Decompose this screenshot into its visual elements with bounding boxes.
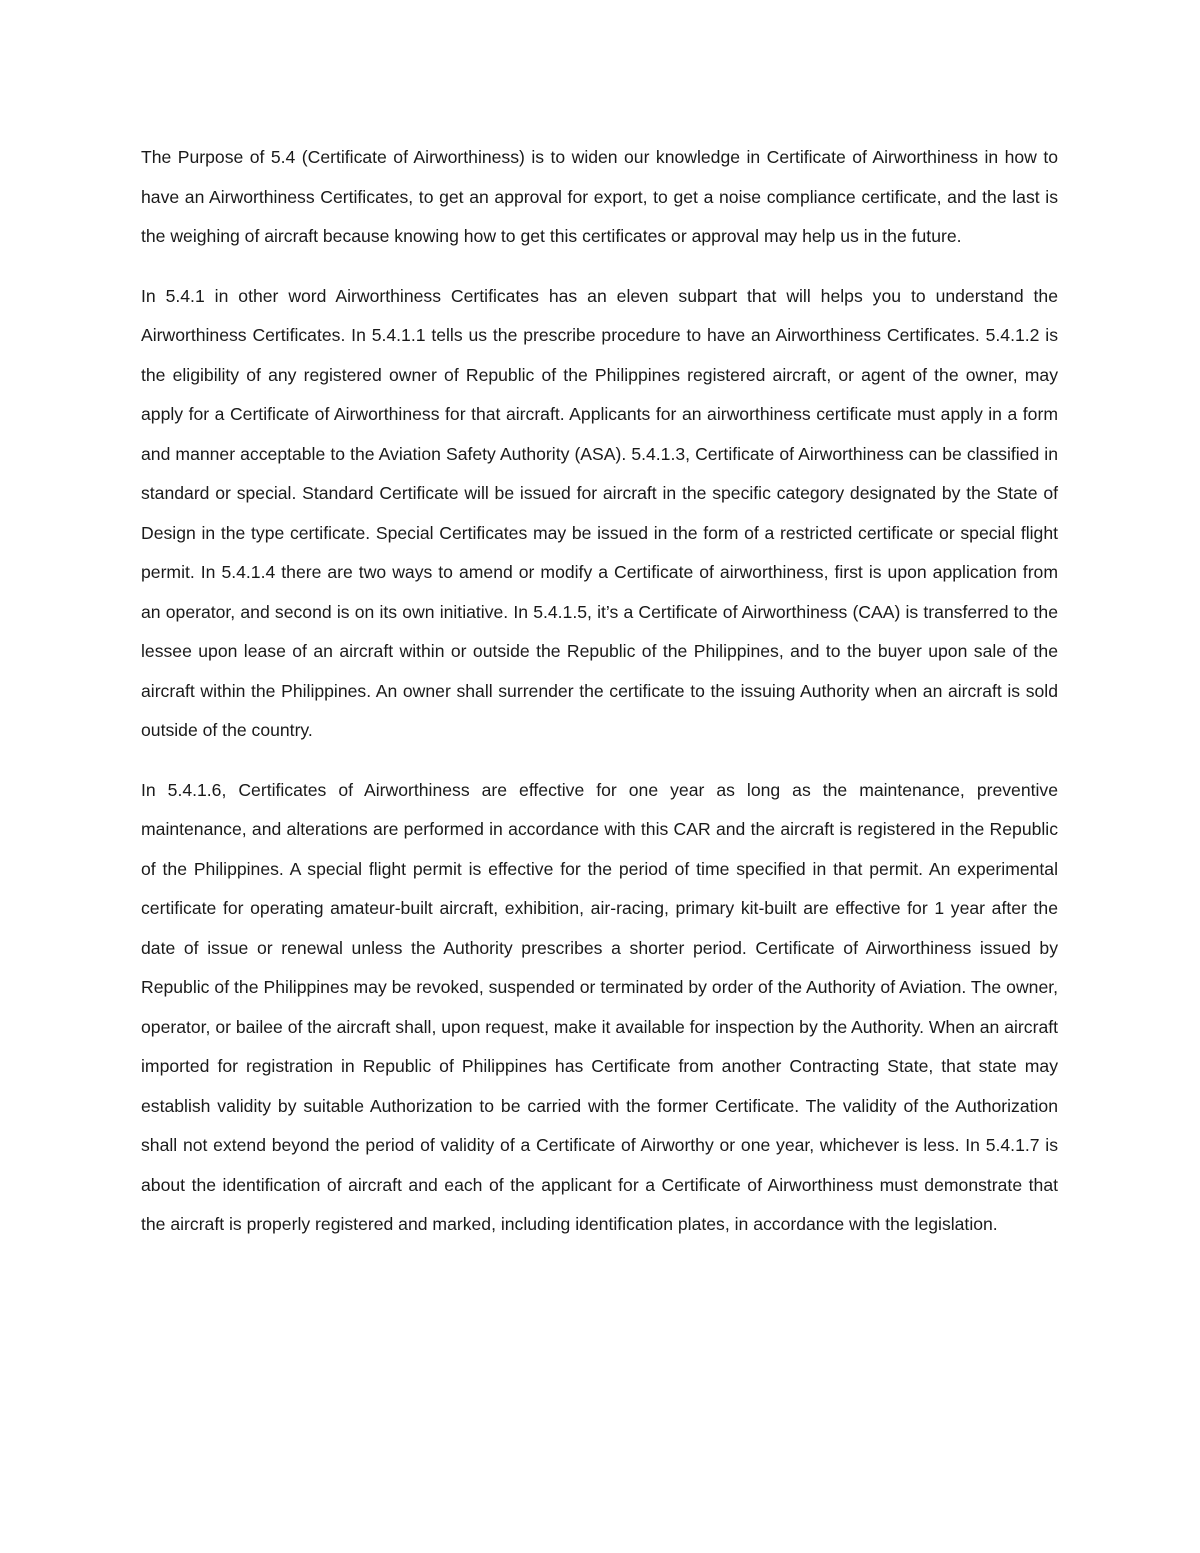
- paragraph-airworthiness-certificates: In 5.4.1 in other word Airworthiness Certificates has an eleven subpart that will helps you to understand the Airworthiness Certificates. In 5.4.1.1 tells us the prescribe procedure to have an Airworthiness Certificates. 5.4.1.2 is the eligibility of any registered owner of Republic of the Philippines registered aircraft, or agent of the owner, may apply for a Certificate of Airworthiness for that aircraft. Applicants for an airworthiness certificate must apply in a form and manner acceptable to the Aviation Safety Authority (ASA). 5.4.1.3, Certificate of Airworthiness can be classified in standard or special. Standard Certificate will be issued for aircraft in the specific category designated by the State of Design in the type certificate. Special Certificates may be issued in the form of a restricted certificate or special flight permit. In 5.4.1.4 there are two ways to amend or modify a Certificate of airworthiness, first is upon application from an operator, and second is on its own initiative. In 5.4.1.5, it’s a Certificate of Airworthiness (CAA) is transferred to the lessee upon lease of an aircraft within or outside the Republic of the Philippines, and to the buyer upon sale of the aircraft within the Philippines. An owner shall surrender the certificate to the issuing Authority when an aircraft is sold outside of the country.: [141, 285, 1058, 740]
- document-body: [141, 138, 1058, 1245]
- paragraph-validity: In 5.4.1.6, Certificates of Airworthiness are effective for one year as long as the maintenance, preventive maintenance, and alterations are performed in accordance with this CAR and the aircraft is registered in the Republic of the Philippines. A special flight permit is effective for the period of time specified in that permit. An experimental certificate for operating amateur-built aircraft, exhibition, air-racing, primary kit-built are effective for 1 year after the date of issue or renewal unless the Authority prescribes a shorter period. Certificate of Airworthiness issued by Republic of the Philippines may be revoked, suspended or terminated by order of the Authority of Aviation. The owner, operator, or bailee of the aircraft shall, upon request, make it available for inspection by the Authority. When an aircraft imported for registration in Republic of Philippines has Certificate from another Contracting State, that state may establish validity by suitable Authorization to be carried with the former Certificate. The validity of the Authorization shall not extend beyond the period of validity of a Certificate of Airworthy or one year, whichever is less. In 5.4.1.7 is about the identification of aircraft and each of the applicant for a Certificate of Airworthiness must demonstrate that the aircraft is properly registered and marked, including identification plates, in accordance with the legislation.: [141, 779, 1059, 1234]
- paragraph-purpose: The Purpose of 5.4 (Certificate of Airworthiness) is to widen our knowledge in Certificate of Airworthiness in how to have an Airworthiness Certificates, to get an approval for export, to get a noise compliance certificate, and the last is the weighing of aircraft because knowing how to get this certificates or approval may help us in the future.: [141, 147, 1058, 246]
